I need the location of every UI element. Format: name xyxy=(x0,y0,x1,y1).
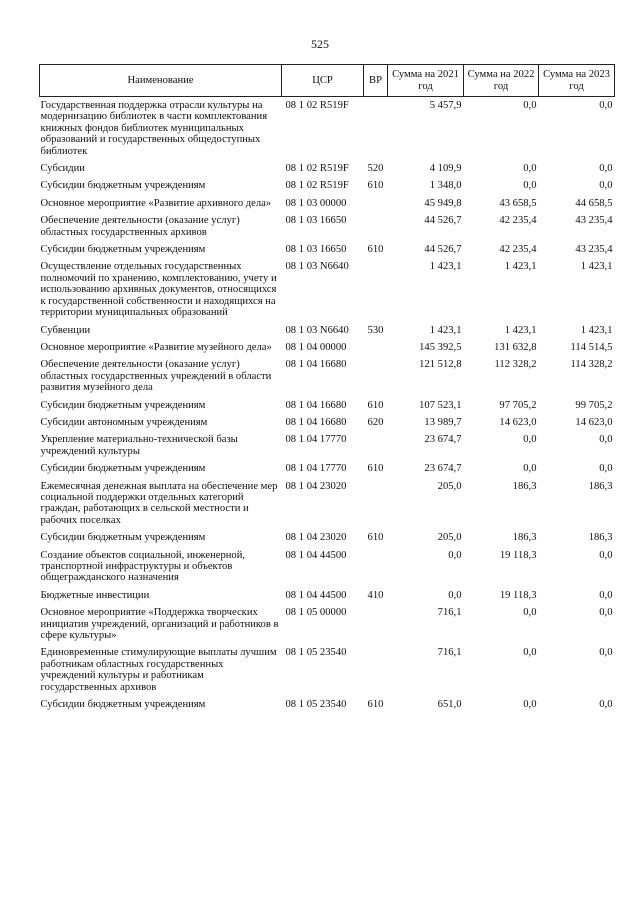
row-sum-2022: 0,0 xyxy=(523,163,537,175)
row-vr xyxy=(364,261,388,324)
row-vr xyxy=(364,359,388,399)
row-name: Укрепление материально-технической базы учреждений культуры xyxy=(40,434,238,457)
table-row xyxy=(40,434,615,463)
row-sum-2023: 0,0 xyxy=(599,647,613,659)
row-sum-2023: 44 658,5 xyxy=(575,197,613,209)
row-sum-2023: 0,0 xyxy=(599,607,613,619)
row-sum-2021: 13 989,7 xyxy=(424,416,462,428)
row-sum-2022: 14 623,0 xyxy=(499,416,537,428)
row-csr: 08 1 05 23540 xyxy=(285,647,347,659)
row-sum-2021: 0,0 xyxy=(448,589,462,601)
row-sum-2021: 145 392,5 xyxy=(419,341,462,353)
row-csr: 08 1 04 00000 xyxy=(285,341,347,353)
row-name: Субсидии бюджетным учреждениям xyxy=(40,532,206,544)
table-row xyxy=(40,359,615,399)
row-vr: 610 xyxy=(367,699,384,711)
row-csr: 08 1 05 00000 xyxy=(285,607,347,619)
table-row xyxy=(40,325,615,342)
budget-table xyxy=(39,64,615,716)
row-csr: 08 1 03 00000 xyxy=(285,197,347,209)
row-name: Основное мероприятие «Развитие архивного дела» xyxy=(40,197,272,209)
row-sum-2021: 107 523,1 xyxy=(419,399,462,411)
row-name: Основное мероприятие «Развитие музейного дела» xyxy=(40,341,272,353)
row-vr: 610 xyxy=(367,399,384,411)
row-sum-2022: 1 423,1 xyxy=(504,324,537,336)
row-sum-2021: 121 512,8 xyxy=(419,359,462,371)
row-sum-2023: 0,0 xyxy=(599,163,613,175)
row-sum-2021: 45 949,8 xyxy=(424,197,462,209)
row-sum-2022: 0,0 xyxy=(523,463,537,475)
header-sum-2023: Сумма на 2023 год xyxy=(539,65,615,97)
row-sum-2023: 1 423,1 xyxy=(580,261,613,273)
row-sum-2022: 131 632,8 xyxy=(494,341,537,353)
row-sum-2022: 0,0 xyxy=(523,699,537,711)
row-sum-2021: 4 109,9 xyxy=(429,163,462,175)
row-vr: 620 xyxy=(367,416,384,428)
row-csr: 08 1 04 44500 xyxy=(285,589,347,601)
table-row xyxy=(40,481,615,533)
row-sum-2023: 0,0 xyxy=(599,589,613,601)
row-csr: 08 1 03 N6640 xyxy=(285,324,349,336)
row-vr: 610 xyxy=(367,532,384,544)
table-row xyxy=(40,163,615,180)
row-csr: 08 1 03 16650 xyxy=(285,215,347,227)
row-name: Единовременные стимулирующие выплаты лучшим работникам областных государственных учреждений культуры и работникам государственных архивов xyxy=(40,647,277,693)
row-sum-2021: 5 457,9 xyxy=(429,100,462,111)
row-csr: 08 1 04 16680 xyxy=(285,399,347,411)
row-sum-2022: 97 705,2 xyxy=(499,399,537,411)
row-csr: 08 1 02 R519F xyxy=(285,100,349,111)
table-row xyxy=(40,550,615,590)
row-vr xyxy=(364,550,388,590)
header-name: Наименование xyxy=(40,65,282,97)
table-row xyxy=(40,532,615,549)
row-sum-2022: 0,0 xyxy=(523,100,537,111)
row-sum-2021: 1 348,0 xyxy=(429,180,462,192)
row-sum-2023: 0,0 xyxy=(599,699,613,711)
row-csr: 08 1 04 23020 xyxy=(285,480,347,492)
row-sum-2021: 23 674,7 xyxy=(424,463,462,475)
row-vr xyxy=(364,434,388,463)
row-name: Создание объектов социальной, инженерной, транспортной инфраструктуры и объектов общегражданского назначения xyxy=(40,549,246,584)
row-name: Субсидии xyxy=(40,163,85,175)
table-row xyxy=(40,198,615,215)
row-sum-2022: 0,0 xyxy=(523,647,537,659)
row-vr xyxy=(364,647,388,699)
row-name: Субсидии бюджетным учреждениям xyxy=(40,180,206,192)
row-sum-2021: 205,0 xyxy=(437,532,462,544)
row-vr xyxy=(364,607,388,647)
row-sum-2023: 0,0 xyxy=(599,434,613,446)
row-sum-2023: 186,3 xyxy=(588,480,613,492)
row-name: Ежемесячная денежная выплата на обеспечение мер социальной поддержки отдельных категорий граждан, работающих в сельской местности и рабочих поселках xyxy=(40,480,278,526)
row-name: Субсидии автономным учреждениям xyxy=(40,416,208,428)
row-sum-2022: 19 118,3 xyxy=(499,589,537,601)
header-sum-2022: Сумма на 2022 год xyxy=(464,65,539,97)
row-sum-2022: 112 328,2 xyxy=(494,359,537,371)
table-row xyxy=(40,180,615,197)
row-csr: 08 1 02 R519F xyxy=(285,180,349,192)
row-vr: 610 xyxy=(367,180,384,192)
row-name: Субсидии бюджетным учреждениям xyxy=(40,399,206,411)
row-csr: 08 1 04 16680 xyxy=(285,416,347,428)
header-vr: ВР xyxy=(364,65,388,97)
row-sum-2023: 114 514,5 xyxy=(570,341,613,353)
table-row xyxy=(40,590,615,607)
row-csr: 08 1 04 44500 xyxy=(285,549,347,561)
row-name: Субсидии бюджетным учреждениям xyxy=(40,244,206,256)
row-sum-2021: 44 526,7 xyxy=(424,215,462,227)
table-row xyxy=(40,647,615,699)
table-row xyxy=(40,463,615,480)
row-vr: 410 xyxy=(367,589,384,601)
header-sum-2021: Сумма на 2021 год xyxy=(388,65,464,97)
row-sum-2021: 1 423,1 xyxy=(429,324,462,336)
row-sum-2022: 186,3 xyxy=(512,532,537,544)
row-csr: 08 1 02 R519F xyxy=(285,163,349,175)
row-csr: 08 1 03 16650 xyxy=(285,244,347,256)
row-sum-2023: 0,0 xyxy=(599,463,613,475)
table-row xyxy=(40,215,615,244)
row-vr: 610 xyxy=(367,463,384,475)
budget-table-container xyxy=(39,64,614,716)
row-name: Субсидии бюджетным учреждениям xyxy=(40,699,206,711)
row-name: Субвенции xyxy=(40,324,91,336)
table-row xyxy=(40,261,615,324)
row-vr xyxy=(364,481,388,533)
row-sum-2021: 716,1 xyxy=(437,607,462,619)
row-sum-2021: 44 526,7 xyxy=(424,244,462,256)
row-sum-2022: 0,0 xyxy=(523,180,537,192)
row-csr: 08 1 04 17770 xyxy=(285,463,347,475)
row-sum-2022: 43 658,5 xyxy=(499,197,537,209)
row-csr: 08 1 04 16680 xyxy=(285,359,347,371)
table-row xyxy=(40,607,615,647)
row-vr xyxy=(364,342,388,359)
row-csr: 08 1 03 N6640 xyxy=(285,261,349,273)
table-row xyxy=(40,97,615,164)
row-vr xyxy=(364,198,388,215)
row-sum-2022: 42 235,4 xyxy=(499,215,537,227)
row-sum-2021: 205,0 xyxy=(437,480,462,492)
row-csr: 08 1 04 17770 xyxy=(285,434,347,446)
row-name: Субсидии бюджетным учреждениям xyxy=(40,463,206,475)
row-sum-2023: 186,3 xyxy=(588,532,613,544)
table-row xyxy=(40,244,615,261)
table-row xyxy=(40,699,615,716)
header-csr: ЦСР xyxy=(282,65,364,97)
row-sum-2023: 99 705,2 xyxy=(575,399,613,411)
row-sum-2021: 0,0 xyxy=(448,549,462,561)
table-row xyxy=(40,400,615,417)
row-sum-2022: 0,0 xyxy=(523,434,537,446)
table-header xyxy=(40,65,615,97)
row-vr xyxy=(364,215,388,244)
row-vr: 530 xyxy=(367,324,384,336)
row-sum-2023: 0,0 xyxy=(599,180,613,192)
row-sum-2023: 43 235,4 xyxy=(575,244,613,256)
row-sum-2023: 0,0 xyxy=(599,100,613,111)
row-csr: 08 1 04 23020 xyxy=(285,532,347,544)
row-vr: 520 xyxy=(367,163,384,175)
row-sum-2022: 1 423,1 xyxy=(504,261,537,273)
row-sum-2023: 14 623,0 xyxy=(575,416,613,428)
page-number: 525 xyxy=(311,37,329,51)
row-sum-2022: 186,3 xyxy=(512,480,537,492)
row-sum-2023: 114 328,2 xyxy=(570,359,613,371)
row-name: Основное мероприятие «Поддержка творческих инициатив учреждений, организаций и работников в сфере культуры» xyxy=(40,607,279,642)
table-row xyxy=(40,342,615,359)
row-name: Бюджетные инвестиции xyxy=(40,589,150,601)
row-name: Обеспечение деятельности (оказание услуг) областных государственных архивов xyxy=(40,215,240,238)
row-sum-2022: 0,0 xyxy=(523,607,537,619)
row-sum-2023: 0,0 xyxy=(599,549,613,561)
row-sum-2022: 19 118,3 xyxy=(499,549,537,561)
table-row xyxy=(40,417,615,434)
row-sum-2023: 43 235,4 xyxy=(575,215,613,227)
row-vr: 610 xyxy=(367,244,384,256)
row-sum-2021: 23 674,7 xyxy=(424,434,462,446)
row-name: Осуществление отдельных государственных полномочий по хранению, комплектованию, учету и использованию архивных документов, относящихся к государственной собственности и находящихся на территории муниципальных образований xyxy=(40,261,277,319)
row-name: Обеспечение деятельности (оказание услуг) областных государственных учреждений в области развития музейного дела xyxy=(40,359,272,394)
row-sum-2021: 651,0 xyxy=(437,699,462,711)
row-name: Государственная поддержка отрасли культуры на модернизацию библиотек в части комплектования книжных фондов библиотек муниципальных образований и государственных общедоступных библиотек xyxy=(40,100,268,157)
table-body xyxy=(40,97,615,717)
row-sum-2021: 716,1 xyxy=(437,647,462,659)
row-sum-2023: 1 423,1 xyxy=(580,324,613,336)
row-sum-2022: 42 235,4 xyxy=(499,244,537,256)
row-vr xyxy=(364,97,388,164)
row-sum-2021: 1 423,1 xyxy=(429,261,462,273)
row-csr: 08 1 05 23540 xyxy=(285,699,347,711)
